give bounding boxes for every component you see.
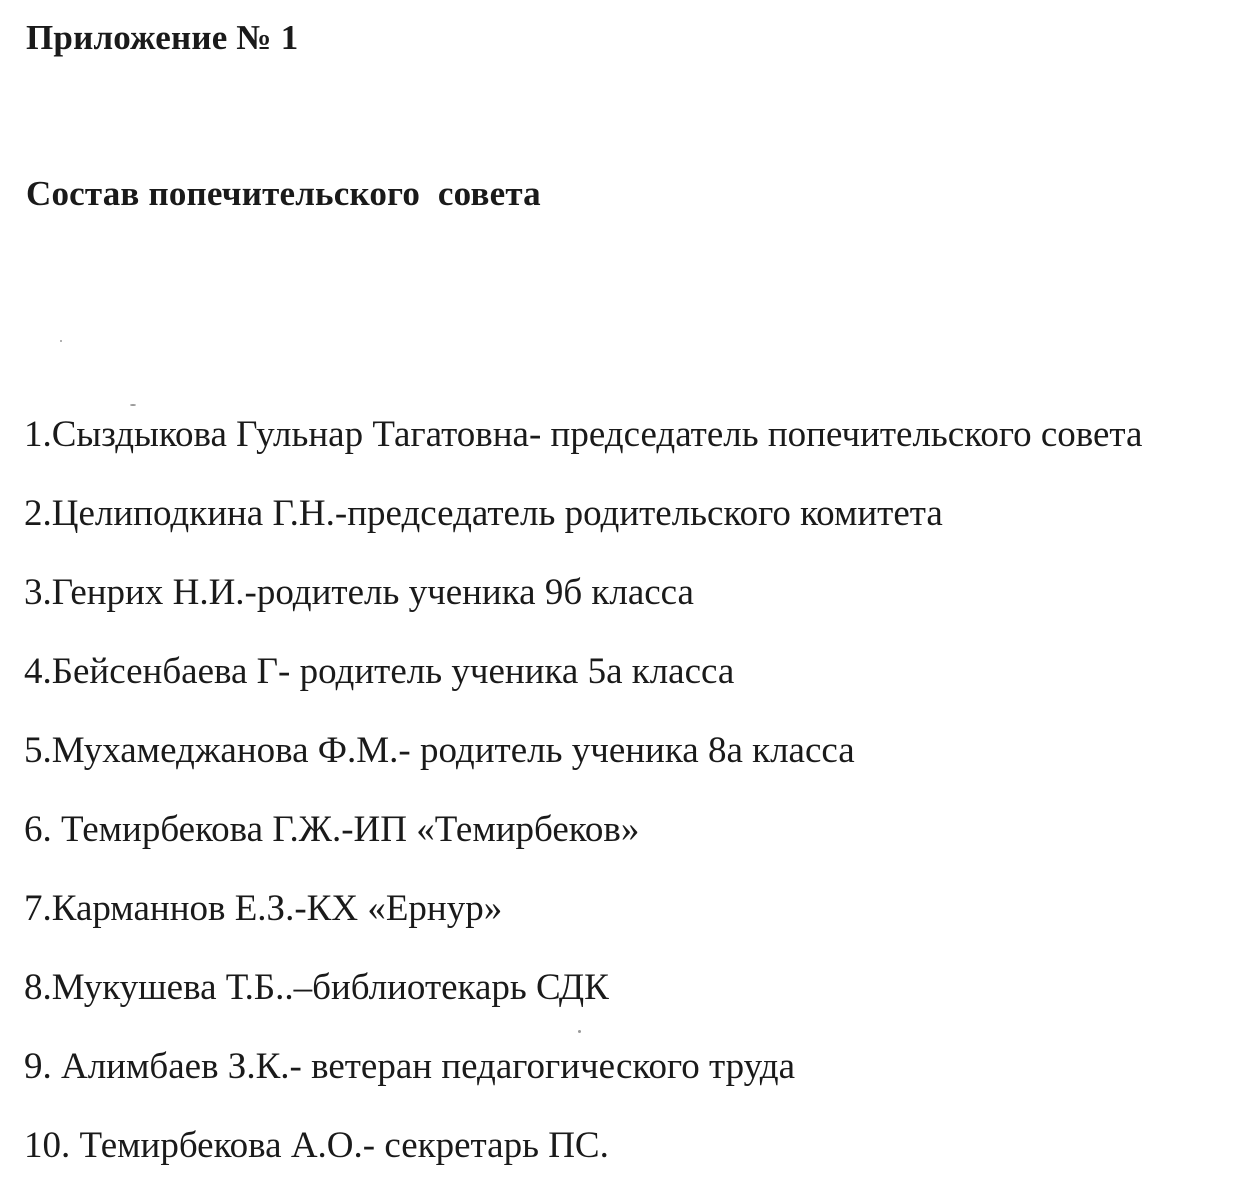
appendix-title: Приложение № 1 [26, 18, 299, 57]
document-heading: Состав попечительского совета [26, 174, 541, 213]
list-item: 2.Целиподкина Г.Н.-председатель родительского комитета [24, 493, 943, 534]
member-list [24, 412, 1142, 1202]
list-item: 6. Темирбекова Г.Ж.-ИП «Темирбеков» [24, 809, 640, 850]
list-item: 9. Алимбаев З.К.- ветеран педагогического труда [24, 1046, 796, 1087]
scan-speck [60, 340, 62, 342]
list-item: 8.Мукушева Т.Б..–библиотекарь СДК [24, 967, 609, 1008]
list-item: 4.Бейсенбаева Г- родитель ученика 5а класса [24, 651, 735, 692]
list-item: 5.Мухамеджанова Ф.М.- родитель ученика 8а класса [24, 730, 855, 771]
list-item: 10. Темирбекова А.О.- секретарь ПС. [24, 1125, 609, 1166]
scan-speck [578, 1030, 581, 1033]
list-item: 3.Генрих Н.И.-родитель ученика 9б класса [24, 572, 694, 613]
list-item: 1.Сыздыкова Гульнар Тагатовна- председатель попечительского совета [24, 414, 1143, 455]
scan-speck [130, 404, 136, 406]
list-item: 7.Карманнов Е.З.-КХ «Ернур» [24, 888, 503, 929]
